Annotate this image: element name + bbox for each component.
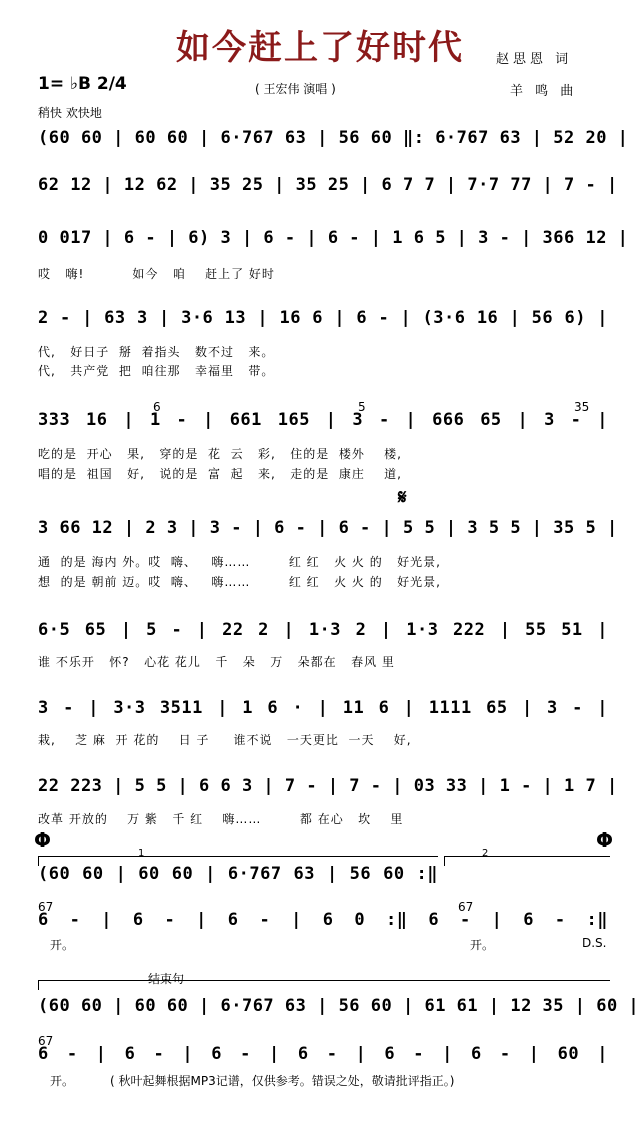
notation-line: 22 223 | 5 5 | 6 6 3 | 7 - | 7 - | 03 33 | 1 - | 1 7 | [38, 776, 618, 796]
ending-label: 结束句 [148, 972, 185, 986]
grace-note: 6 [153, 400, 161, 414]
lyric-line: 代, 共产党 把 咱往那 幸福里 带。 [38, 364, 275, 378]
notation-line: (60 60 | 60 60 | 6·767 63 | 56 60 | 61 61 | 12 35 | 60 | [38, 996, 640, 1016]
notation-line: (60 60 | 60 60 | 6·767 63 | 56 60 ‖: 6·767 63 | 52 20 | [38, 128, 629, 148]
notation-line: 333 16 | 1 - | 661 165 | 3 - | 666 65 | 3 - | [38, 410, 608, 430]
grace-note: 67 [458, 900, 474, 914]
footnote: ( 秋叶起舞根据MP3记谱，仅供参考。错误之处，敬请批评指正。) [110, 1074, 455, 1088]
ending-bracket-edge [38, 980, 39, 990]
notation-line: (60 60 | 60 60 | 6·767 63 | 56 60 :‖ [38, 864, 438, 884]
tempo-marking: 稍快 欢快地 [38, 106, 102, 120]
notation-line: 6·5 65 | 5 - | 22 2 | 1·3 2 | 1·3 222 | 55 51 | [38, 620, 608, 640]
key-signature: 1= ♭B 2/4 [38, 74, 127, 94]
volta-bracket [444, 856, 610, 857]
notation-line: 3 - | 3·3 3511 | 1 6 · | 11 6 | 1111 65 | 3 - | [38, 698, 608, 718]
coda-icon: Φ [34, 828, 52, 852]
lyric-line: 谁 不乐开 怀? 心花 花儿 千 朵 万 朵都在 春风 里 [38, 655, 395, 669]
notation-line: 3 66 12 | 2 3 | 3 - | 6 - | 6 - | 5 5 | 3 5 5 | 35 5 | [38, 518, 618, 538]
lyric-text: 开。 [50, 1074, 75, 1088]
volta-number: 1 [138, 848, 145, 859]
grace-note: 5 [358, 400, 366, 414]
coda-icon: Φ [596, 828, 614, 852]
lyric-line: 通 的是 海内 外。哎 嗨、 嗨…… 红 红 火 火 的 好光景, [38, 555, 441, 569]
volta-bracket-edge [444, 856, 445, 866]
lyric-line: 吃的是 开心 果, 穿的是 花 云 彩, 住的是 楼外 楼, [38, 447, 402, 461]
notation-line: 62 12 | 12 62 | 35 25 | 35 25 | 6 7 7 | 7·7 77 | 7 - | [38, 175, 618, 195]
lyric-line: 想 的是 朝前 迈。哎 嗨、 嗨…… 红 红 火 火 的 好光景, [38, 575, 441, 589]
grace-note: 35 [574, 400, 590, 414]
ending-bracket [38, 980, 610, 981]
lyric-line: 代, 好日子 掰 着指头 数不过 来。 [38, 345, 275, 359]
grace-note: 67 [38, 1034, 54, 1048]
segno-icon: 𝄋 [398, 485, 407, 509]
lyric-text: 开。 [470, 938, 495, 952]
lyric-text: 开。 [50, 938, 75, 952]
notation-line: 0 017 | 6 - | 6) 3 | 6 - | 6 - | 1 6 5 | 3 - | 366 12 | [38, 228, 629, 248]
lyric-line: 哎 嗨! 如今 咱 赶上了 好时 [38, 267, 275, 281]
notation-line: 6 - | 6 - | 6 - | 6 - | 6 - | 6 - | 60 | [38, 1044, 608, 1064]
notation-line: 6 - | 6 - | 6 - | 6 0 :‖ 6 - | 6 - :‖ [38, 910, 608, 930]
grace-note: 67 [38, 900, 54, 914]
composer-credit: 羊 鸣 曲 [510, 84, 578, 99]
singer-credit: ( 王宏伟 演唱 ) [255, 82, 336, 96]
volta-number: 2 [482, 848, 489, 859]
lyric-line: 改革 开放的 万 紫 千 红 嗨…… 都 在心 坎 里 [38, 812, 404, 826]
lyric-line: 唱的是 祖国 好, 说的是 富 起 来, 走的是 康庄 道, [38, 467, 402, 481]
song-title: 如今赶上了好时代 [176, 28, 464, 68]
volta-bracket [38, 856, 438, 857]
notation-line: 2 - | 63 3 | 3·6 13 | 16 6 | 6 - | (3·6 16 | 56 6) | [38, 308, 608, 328]
lyric-line: 栽, 芝 麻 开 花的 日 子 谁不说 一天更比 一天 好, [38, 733, 412, 747]
lyricist-credit: 赵思恩 词 [496, 52, 573, 67]
dal-segno-mark: D.S. [582, 936, 607, 950]
